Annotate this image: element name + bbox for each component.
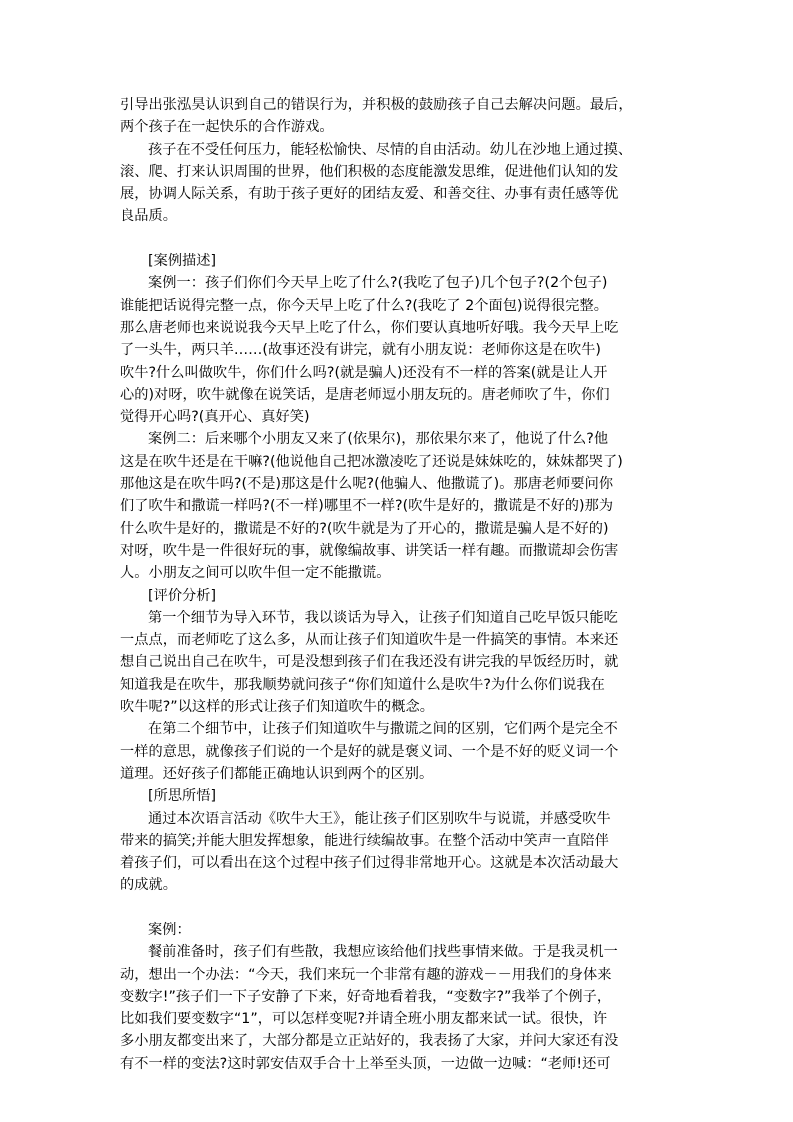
paragraph bbox=[120, 785, 686, 807]
blank-line bbox=[120, 897, 686, 919]
text-line: 滚、爬、打来认识周围的世界，他们积极的态度能激发思维，促进他们认知的发 bbox=[120, 163, 619, 180]
paragraph bbox=[120, 428, 686, 584]
text-line: 在第二个细节中，让孩子们知道吹牛与撒谎之间的区别，它们两个是完全不 bbox=[148, 721, 618, 738]
paragraph bbox=[120, 94, 686, 139]
text-line: 想自己说出自己在吹牛，可是没想到孩子们在我还没有讲完我的早饭经历时，就 bbox=[120, 654, 619, 671]
text-line: 案例一：孩子们你们今天早上吃了什么?(我吃了包子)几个包子?(2个包子) bbox=[148, 275, 608, 292]
text-line: 展，协调人际关系，有助于孩子更好的团结友爱、和善交往、办事有责任感等优 bbox=[120, 186, 619, 203]
text-line: 带来的搞笑;并能大胆发挥想象，能进行续编故事。在整个活动中笑声一直陪伴 bbox=[120, 832, 609, 849]
text-line: 那他这是在吹牛吗?(不是)那这是什么呢?(他骗人、他撒谎了)。那唐老师要问你 bbox=[120, 476, 614, 493]
paragraph bbox=[120, 718, 686, 785]
text-line: 第一个细节为导入环节，我以谈话为导入，让孩子们知道自己吃早饭只能吃 bbox=[148, 609, 618, 626]
text-line: 孩子在不受任何压力，能轻松愉快、尽情的自由活动。幼儿在沙地上通过摸、 bbox=[148, 141, 633, 158]
text-line: 有不一样的变法?这时郭安佶双手合十上举至头顶，一边做一边喊：“老师!还可 bbox=[120, 1055, 611, 1072]
text-line: 对呀，吹牛是一件很好玩的事，就像编故事、讲笑话一样有趣。而撒谎却会伤害 bbox=[120, 542, 619, 559]
text-line: 比如我们要变数字“1”，可以怎样变呢?并请全班小朋友都来试一试。很快，许 bbox=[120, 1011, 608, 1028]
text-line: 什么吹牛是好的，撒谎是不好的?(吹牛就是为了开心的，撒谎是骗人是不好的) bbox=[120, 520, 609, 537]
text-line: 变数字!”孩子们一下子安静了下来，好奇地看着我，“变数字?”我举了个例子， bbox=[120, 988, 612, 1005]
text-line: 的成就。 bbox=[120, 877, 177, 894]
text-line: 们了吹牛和撒谎一样吗?(不一样)哪里不一样?(吹牛是好的，撒谎是不好的)那为 bbox=[120, 498, 614, 515]
text-line: 觉得开心吗?(真开心、真好笑) bbox=[120, 409, 310, 426]
text-line: [所思所悟] bbox=[148, 788, 217, 805]
paragraph bbox=[120, 250, 686, 272]
text-line: [案例描述] bbox=[148, 253, 217, 270]
paragraph bbox=[120, 607, 686, 718]
paragraph bbox=[120, 808, 686, 897]
text-line: 那么唐老师也来说说我今天早上吃了什么，你们要认真地听好哦。我今天早上吃 bbox=[120, 319, 619, 336]
text-line: 了一头牛，两只羊……(故事还没有讲完，就有小朋友说：老师你这是在吹牛) bbox=[120, 342, 602, 359]
paragraph bbox=[120, 919, 686, 941]
text-line: 一样的意思，就像孩子们说的一个是好的就是褒义词、一个是不好的贬义词一个 bbox=[120, 743, 619, 760]
text-line: 引导出张泓昊认识到自己的错误行为，并积极的鼓励孩子自己去解决问题。最后， bbox=[120, 97, 633, 113]
paragraph bbox=[120, 272, 686, 428]
text-line: 心的)对呀，吹牛就像在说笑话，是唐老师逗小朋友玩的。唐老师吹了牛，你们 bbox=[120, 386, 610, 403]
text-line: 良品质。 bbox=[120, 208, 177, 225]
text-line: 多小朋友都变出来了，大部分都是立正站好的，我表扬了大家，并问大家还有没 bbox=[120, 1033, 619, 1050]
text-line: 人。小朋友之间可以吹牛但一定不能撒谎。 bbox=[120, 565, 391, 582]
text-line: 案例： bbox=[148, 921, 191, 938]
text-line: 通过本次语言活动《吹牛大王》，能让孩子们区别吹牛与说谎，并感受吹牛 bbox=[148, 810, 611, 827]
paragraph bbox=[120, 139, 686, 228]
text-line: 道理。还好孩子们都能正确地认识到两个的区别。 bbox=[120, 765, 434, 782]
text-line: 案例二：后来哪个小朋友又来了(依果尔)，那依果尔来了，他说了什么?他 bbox=[148, 431, 609, 448]
text-line: 着孩子们，可以看出在这个过程中孩子们过得非常地开心。这就是本次活动最大 bbox=[120, 855, 619, 872]
text-line: 两个孩子在一起快乐的合作游戏。 bbox=[120, 119, 334, 136]
text-line: 吹牛呢?”以这样的形式让孩子们知道吹牛的概念。 bbox=[120, 699, 434, 716]
paragraph bbox=[120, 941, 686, 1075]
text-line: 一点点，而老师吃了这么多，从而让孩子们知道吹牛是一件搞笑的事情。本来还 bbox=[120, 632, 619, 649]
text-line: [评价分析] bbox=[148, 587, 217, 604]
paragraph bbox=[120, 585, 686, 607]
text-line: 知道我是在吹牛，那我顺势就问孩子“你们知道什么是吹牛?为什么你们说我在 bbox=[120, 676, 605, 693]
text-line: 餐前准备时，孩子们有些散，我想应该给他们找些事情来做。于是我灵机一 bbox=[148, 944, 618, 961]
text-line: 这是在吹牛还是在干嘛?(他说他自己把冰激凌吃了还说是妹妹吃的，妹妹都哭了) bbox=[120, 453, 623, 470]
blank-line bbox=[120, 228, 686, 250]
document-page bbox=[120, 94, 686, 1075]
text-line: 动，想出一个办法：“今天，我们来玩一个非常有趣的游戏－－用我们的身体来 bbox=[120, 966, 612, 983]
text-line: 吹牛?什么叫做吹牛，你们什么吗?(就是骗人)还没有不一样的答案(就是让人开 bbox=[120, 364, 608, 381]
text-line: 谁能把话说得完整一点，你今天早上吃了什么?(我吃了 2个面包)说得很完整。 bbox=[120, 297, 608, 314]
